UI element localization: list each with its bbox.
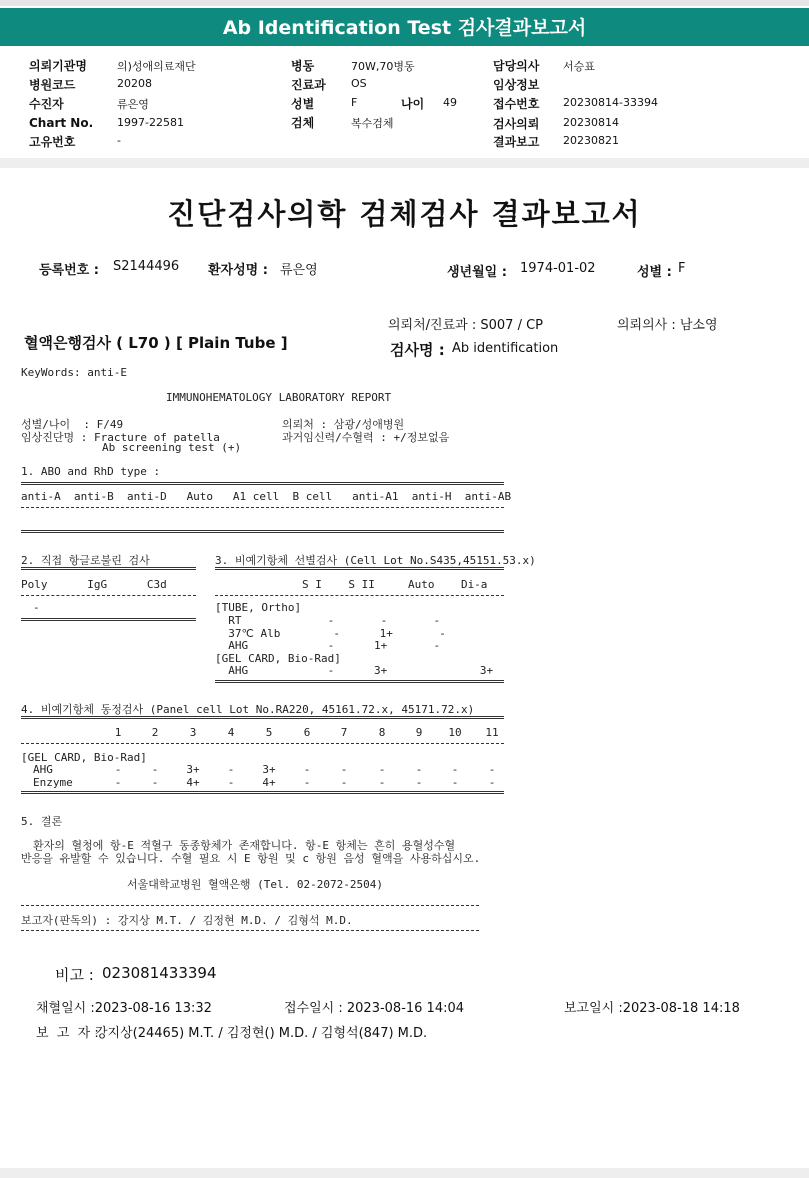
header-value-unique-no: - — [117, 134, 121, 147]
keywords: KeyWords: anti-E — [21, 366, 127, 379]
header-label-specimen: 검체 — [291, 116, 315, 130]
section3-rule-top — [215, 567, 504, 570]
bottom-border — [0, 1168, 809, 1178]
panel-cell: 4+ — [262, 776, 276, 789]
section3-row: [TUBE, Ortho] — [215, 601, 302, 614]
header-label-patient: 수진자 — [29, 97, 64, 111]
section4-group: [GEL CARD, Bio-Rad] — [21, 751, 147, 764]
section4-rule-mid — [21, 743, 504, 744]
diagnosis-line-2: Ab screening test (+) — [102, 441, 242, 454]
panel-cell: - — [151, 776, 159, 789]
panel-cell: - — [415, 776, 423, 789]
header-value-physician: 서승표 — [563, 60, 595, 73]
panel-cell-header: 9 — [415, 726, 423, 739]
header-value-patient: 류은영 — [117, 98, 149, 111]
section3-row: [GEL CARD, Bio-Rad] — [215, 652, 341, 665]
panel-cell: 3+ — [186, 763, 200, 776]
panel-cell: - — [415, 763, 423, 776]
header-value-request-date: 20230814 — [563, 116, 619, 129]
panel-cell-header: 1 — [114, 726, 122, 739]
sex-age-line: 성별/나이 : F/49 — [21, 418, 124, 431]
section4-rule-bottom — [21, 791, 504, 794]
header-value-specimen: 복수검체 — [351, 117, 394, 130]
section2-rule-mid — [21, 595, 196, 596]
history-line: 과거임신력/수혈력 : +/정보없음 — [282, 431, 450, 444]
sex-label: 성별 : — [637, 265, 672, 280]
header-value-age: 49 — [443, 96, 457, 109]
panel-cell-header: 6 — [303, 726, 311, 739]
section2-title: 2. 직접 항글로불린 검사 — [21, 554, 150, 567]
collection-datetime: 채혈일시 :2023-08-16 13:32 — [36, 1001, 212, 1016]
row-name-ahg: AHG — [33, 763, 53, 776]
header-value-department: OS — [351, 77, 367, 90]
section5-title: 5. 결론 — [21, 815, 63, 828]
header-value-accession: 20230814-33394 — [563, 96, 658, 109]
header-label-institution: 의뢰기관명 — [29, 59, 87, 73]
row-name-enzyme: Enzyme — [33, 776, 73, 789]
header-value-result-date: 20230821 — [563, 134, 619, 147]
panel-cell: 3+ — [262, 763, 276, 776]
header-label-clinical-info: 임상정보 — [493, 78, 540, 92]
reporter-label: 보 고 자 : — [36, 1026, 99, 1041]
reporter-rule-top — [21, 905, 479, 906]
conclusion-line-1: 환자의 혈청에 항-E 적혈구 동종항체가 존재합니다. 항-E 항체는 흔히 용혈성수혈 — [33, 839, 456, 852]
sex-value: F — [678, 261, 686, 276]
test-name-label: 검사명 : — [390, 341, 445, 359]
header-label-age: 나이 — [401, 97, 425, 111]
panel-cell: - — [488, 776, 496, 789]
panel-cell-header: 3 — [189, 726, 197, 739]
header-label-unique-no: 고유번호 — [29, 135, 76, 149]
panel-cell: 4+ — [186, 776, 200, 789]
requesting-doctor: 의뢰의사 : 남소영 — [617, 318, 718, 333]
header-value-institution: 의)성애의료재단 — [117, 60, 196, 73]
panel-cell-header: 8 — [378, 726, 386, 739]
section3-rule-bottom — [215, 680, 504, 683]
panel-cell-header: 4 — [227, 726, 235, 739]
patient-name-label: 환자성명 : — [208, 263, 268, 278]
section1-rule-bottom — [21, 530, 504, 533]
header-label-chart-no: Chart No. — [29, 116, 94, 130]
test-section-title: 혈액은행검사 ( L70 ) [ Plain Tube ] — [24, 334, 288, 352]
section1-title: 1. ABO and RhD type : — [21, 465, 161, 478]
reporter-line: 보고자(판독의) : 강지상 M.T. / 김정현 M.D. / 김형석 M.D. — [21, 914, 353, 927]
conclusion-line-2: 반응을 유발할 수 있습니다. 수혈 필요 시 E 항원 및 c 항원 음성 혈액을 사용하십시오. — [21, 852, 481, 865]
panel-cell: - — [340, 776, 348, 789]
header-label-physician: 담당의사 — [493, 59, 540, 73]
panel-cell: - — [488, 763, 496, 776]
lab-report-title: IMMUNOHEMATOLOGY LABORATORY REPORT — [166, 391, 392, 404]
section2-value: - — [33, 601, 40, 614]
header-label-result-date: 결과보고 — [493, 135, 540, 149]
panel-cell-header: 7 — [340, 726, 348, 739]
registration-label: 등록번호 : — [39, 263, 99, 278]
section4-title: 4. 비예기항체 동정검사 (Panel cell Lot No.RA220, 45161.72.x, 45171.72.x) — [21, 703, 475, 716]
top-border — [0, 0, 809, 6]
panel-cell-header: 5 — [265, 726, 273, 739]
section2-rule-bottom — [21, 618, 196, 621]
section1-headers: anti-A anti-B anti-D Auto A1 cell B cell anti-A1 anti-H anti-AB — [21, 490, 512, 503]
header-value-sex: F — [351, 96, 358, 109]
panel-cell: - — [340, 763, 348, 776]
note-label: 비고 : — [55, 966, 94, 984]
section2-headers: Poly IgG C3d — [21, 578, 167, 591]
note-value: 023081433394 — [102, 964, 217, 982]
section4-rule-top — [21, 716, 504, 719]
header-label-ward: 병동 — [291, 59, 315, 73]
header-value-hospital-code: 20208 — [117, 77, 152, 90]
registration-value: S2144496 — [113, 259, 180, 274]
section3-row: RT - - - — [215, 614, 441, 627]
requesting-department: 의뢰처/진료과 : S007 / CP — [388, 318, 543, 333]
section2-rule-top — [21, 567, 196, 570]
header-value-chart-no: 1997-22581 — [117, 116, 184, 129]
panel-cell: - — [303, 763, 311, 776]
header-label-sex: 성별 — [291, 97, 315, 111]
blood-bank-contact: 서울대학교병원 혈액은행 (Tel. 02-2072-2504) — [127, 878, 383, 891]
report-title: 진단검사의학 검체검사 결과보고서 — [167, 197, 642, 231]
report-datetime: 보고일시 :2023-08-18 14:18 — [564, 1001, 740, 1016]
panel-cell-header: 2 — [151, 726, 159, 739]
section-separator — [0, 158, 809, 168]
section3-headers: S I S II Auto Di-a — [302, 578, 488, 591]
panel-cell: - — [227, 776, 235, 789]
header-label-hospital-code: 병원코드 — [29, 78, 76, 92]
section3-rule-mid — [215, 595, 504, 596]
panel-cell: - — [114, 763, 122, 776]
panel-cell: - — [378, 776, 386, 789]
panel-cell: - — [114, 776, 122, 789]
header-label-accession: 접수번호 — [493, 97, 540, 111]
section3-title: 3. 비예기항체 선별검사 (Cell Lot No.S435,45151.53.x) — [215, 554, 536, 567]
dob-label: 생년월일 : — [447, 265, 507, 280]
patient-name-value: 류은영 — [280, 263, 318, 278]
header-label-department: 진료과 — [291, 78, 326, 92]
section1-rule-mid — [21, 507, 504, 508]
panel-cell-header: 10 — [448, 726, 462, 739]
panel-cell: - — [303, 776, 311, 789]
reporter-value: 강지상(24465) M.T. / 김정현() M.D. / 김형석(847) M.D. — [95, 1026, 428, 1041]
panel-cell: - — [378, 763, 386, 776]
test-name-value: Ab identification — [452, 341, 559, 356]
section3-row: 37℃ Alb - 1+ - — [215, 627, 446, 640]
dob-value: 1974-01-02 — [520, 261, 596, 276]
receipt-datetime: 접수일시 : 2023-08-16 14:04 — [284, 1001, 465, 1016]
section3-row: AHG - 3+ 3+ — [215, 664, 494, 677]
header-value-ward: 70W,70병동 — [351, 60, 415, 73]
section3-row: AHG - 1+ - — [215, 639, 441, 652]
panel-cell: - — [151, 763, 159, 776]
panel-cell: - — [227, 763, 235, 776]
reporter-rule-bottom — [21, 930, 479, 931]
referrer-line: 의뢰처 : 삼광/성애병원 — [282, 418, 405, 431]
panel-cell-header: 11 — [485, 726, 499, 739]
panel-cell: - — [451, 776, 459, 789]
section1-rule-top — [21, 482, 504, 485]
diagnosis-line: 임상진단명 : Fracture of patella — [21, 431, 220, 444]
report-banner-title: Ab Identification Test 검사결과보고서 — [0, 8, 809, 46]
panel-cell: - — [451, 763, 459, 776]
header-label-request-date: 검사의뢰 — [493, 117, 540, 131]
